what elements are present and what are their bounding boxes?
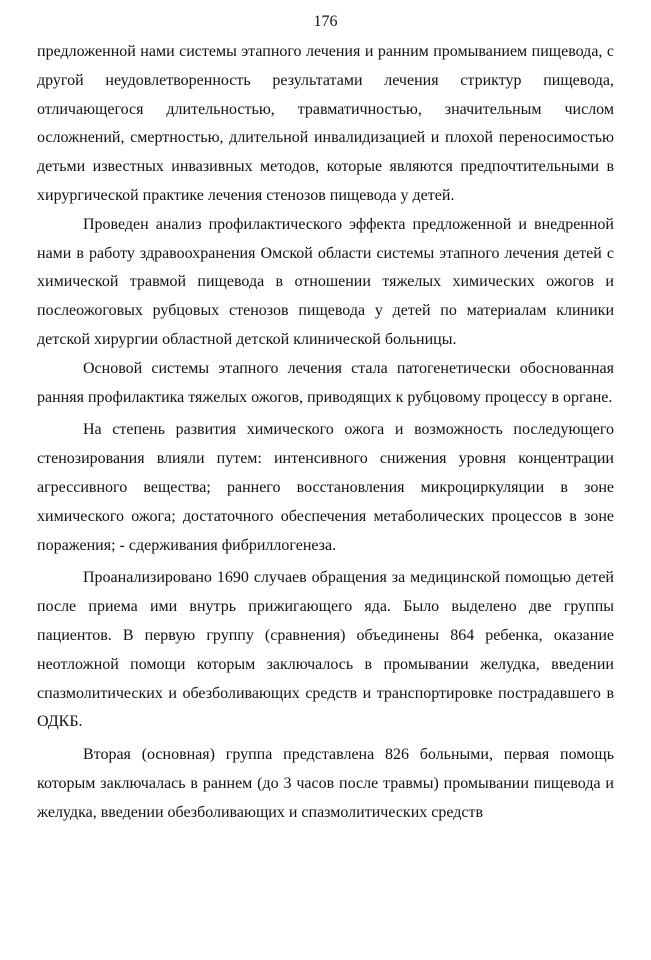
paragraph-5: Проанализировано 1690 случаев обращения за медицинской помощью детей после приема ими внутрь прижигающего яда. Было выделено две группы пациентов. В первую группу (сравнения) объединены 864 ребенка, оказание неотложной помощи которым заключалось в промывании желудка, введении спазмолитических и обезболивающих средств и транспортировке пострадавшего в ОДКБ.: [37, 569, 614, 731]
page-number: 176: [313, 13, 338, 30]
paragraph-1: предложенной нами системы этапного лечения и ранним промыванием пищевода, с другой неудовлетворенность результатами лечения стриктур пищевода, отличающегося длительностью, травматичностью, значительным числом осложнений, смертностью, длительной инвалидизацией и плохой переносимостью детьми известных инвазивных методов, которые являются предпочтительными в хирургической практике лечения стенозов пищевода у детей.: [37, 43, 614, 204]
body-text: [37, 38, 614, 828]
paragraph-3: Основой системы этапного лечения стала патогенетически обоснованная ранняя профилактика тяжелых ожогов, приводящих к рубцовому процессу в органе.: [37, 359, 614, 406]
paragraph-6: Вторая (основная) группа представлена 826 больными, первая помощь которым заключалась в раннем (до 3 часов после травмы) промывании пищевода и желудка, введении обезболивающих и спазмолитических средств: [37, 746, 614, 821]
paragraph-4: На степень развития химического ожога и возможность последующего стенозирования влияли путем: интенсивного снижения уровня концентрации агрессивного вещества; раннего восстановления микроциркуляции в зоне химического ожога; достаточного обеспечения метаболических процессов в зоне поражения; - сдерживания фибриллогенеза.: [37, 421, 614, 554]
paragraph-2: Проведен анализ профилактического эффекта предложенной и внедренной нами в работу здравоохранения Омской области системы этапного лечения детей с химической травмой пищевода в отношении тяжелых химических ожогов и послеожоговых рубцовых стенозов пищевода у детей по материалам клиники детской хирургии областной детской клинической больницы.: [37, 215, 614, 348]
